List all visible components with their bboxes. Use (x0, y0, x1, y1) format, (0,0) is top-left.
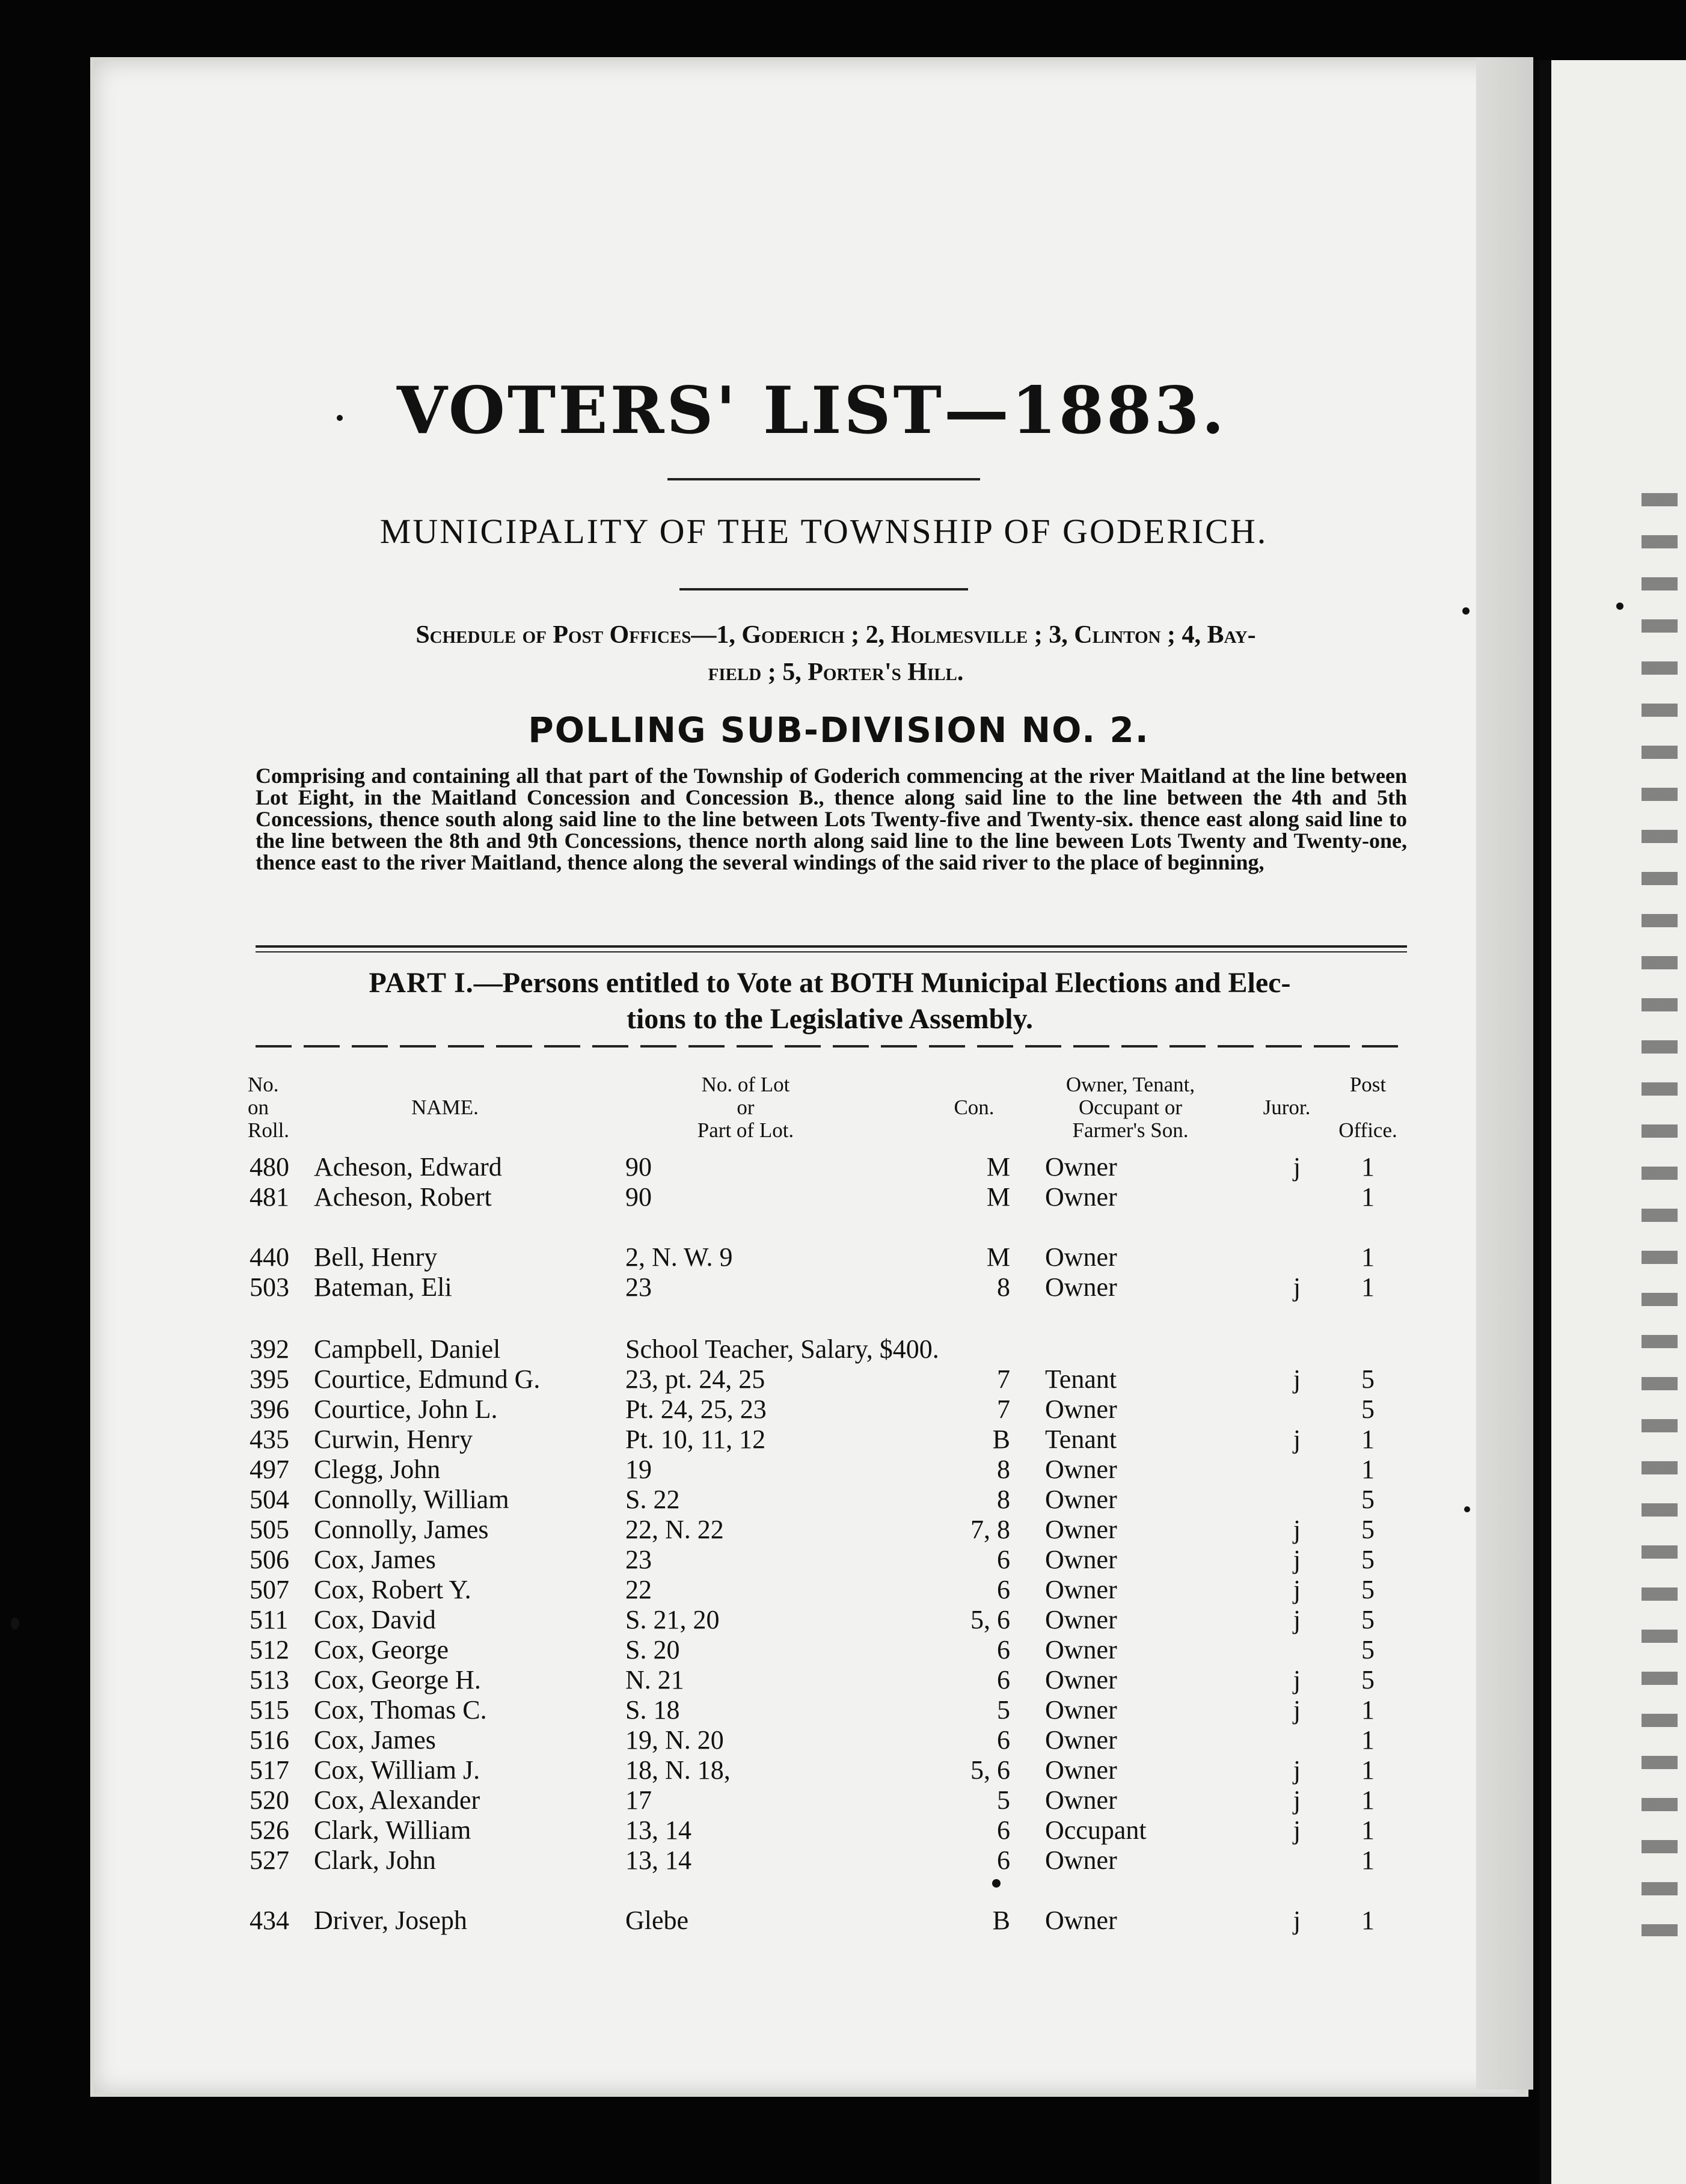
owner-status: Owner (1045, 1272, 1117, 1302)
roll-number: 435 (250, 1425, 289, 1454)
post-office: 1 (1361, 1785, 1375, 1815)
voter-name: Clark, John (314, 1845, 436, 1875)
post-office: 1 (1361, 1152, 1375, 1182)
concession: M (986, 1182, 1010, 1212)
lot-number: S. 20 (625, 1635, 680, 1664)
owner-status: Owner (1045, 1152, 1117, 1182)
lot-number: 17 (625, 1785, 652, 1815)
schedule-line-2: field ; 5, Porter's Hill. (708, 658, 964, 686)
roll-number: 507 (250, 1575, 289, 1604)
juror-mark: j (1293, 1515, 1301, 1544)
juror-mark: j (1293, 1425, 1301, 1454)
table-row (0, 1785, 1686, 1815)
post-office: 1 (1361, 1725, 1375, 1755)
voter-name: Cox, Thomas C. (314, 1695, 487, 1725)
juror-mark: j (1293, 1575, 1301, 1604)
concession: M (986, 1242, 1010, 1272)
column-header-post-office: Post Office. (1338, 1073, 1397, 1142)
part-heading-text: —Persons entitled to Vote at BOTH Municipal Elections and Elec- (473, 967, 1291, 999)
column-header-lot: No. of Lot or Part of Lot. (697, 1073, 794, 1142)
table-row (0, 1242, 1686, 1272)
lot-number: 19, N. 20 (625, 1725, 724, 1755)
lot-number: S. 21, 20 (625, 1605, 720, 1634)
post-office-schedule (253, 616, 1419, 691)
concession: 5 (997, 1785, 1010, 1815)
schedule-line-1: Schedule of Post Offices—1, Goderich ; 2, Holmesville ; 3, Clinton ; 4, Bay- (415, 621, 1256, 649)
voter-name: Cox, David (314, 1605, 436, 1634)
table-row (0, 1334, 1686, 1364)
post-office: 5 (1361, 1364, 1375, 1394)
section-rule-top (256, 945, 1407, 948)
lot-number: 23, pt. 24, 25 (625, 1364, 765, 1394)
owner-status: Owner (1045, 1515, 1117, 1544)
juror-mark: j (1293, 1665, 1301, 1695)
concession: B (992, 1425, 1010, 1454)
owner-status: Owner (1045, 1485, 1117, 1514)
concession: 6 (997, 1815, 1010, 1845)
page-title: VOTERS' LIST—1883. (396, 373, 1227, 449)
roll-number: 497 (250, 1455, 289, 1484)
concession: 8 (997, 1272, 1010, 1302)
owner-status: Owner (1045, 1785, 1117, 1815)
table-row (0, 1514, 1686, 1544)
juror-mark: j (1293, 1785, 1301, 1815)
table-row (0, 1364, 1686, 1394)
voter-name: Clark, William (314, 1815, 471, 1845)
subdivision-description: Comprising and containing all that part of the Township of Goderich commencing at the river Maitland at the line between Lot Eight, in the Maitland Concession and Concession B., thence along said line to the line between the 4th and 5th Concessions, thence south along said line to the line between Lots Twenty-five and Twenty-six. thence east along said line to the line between the 8th and 9th Concessions, thence north along said line to the line beween Lots Twenty and Twenty-one, thence east to the river Maitland, thence along the several windings of the said river to the place of beginning, (256, 764, 1407, 874)
post-office: 1 (1361, 1906, 1375, 1935)
column-header-name: NAME. (411, 1096, 479, 1119)
table-row (0, 1272, 1686, 1302)
post-office: 1 (1361, 1272, 1375, 1302)
post-office: 5 (1361, 1515, 1375, 1544)
table-row (0, 1695, 1686, 1725)
voter-name: Bell, Henry (314, 1242, 438, 1272)
concession: 7, 8 (970, 1515, 1010, 1544)
roll-number: 517 (250, 1755, 289, 1785)
roll-number: 527 (250, 1845, 289, 1875)
table-row (0, 1454, 1686, 1484)
owner-status: Owner (1045, 1725, 1117, 1755)
lot-number: 13, 14 (625, 1845, 691, 1875)
concession: 5, 6 (970, 1605, 1010, 1634)
juror-mark: j (1293, 1695, 1301, 1725)
post-office: 5 (1361, 1394, 1375, 1424)
post-office: 5 (1361, 1575, 1375, 1604)
table-row (0, 1544, 1686, 1574)
table-row (0, 1845, 1686, 1875)
lot-number: 90 (625, 1152, 652, 1182)
voter-name: Cox, Robert Y. (314, 1575, 471, 1604)
juror-mark: j (1293, 1364, 1301, 1394)
voter-name: Cox, James (314, 1545, 436, 1574)
table-row (0, 1664, 1686, 1695)
roll-number: 504 (250, 1485, 289, 1514)
part-label: PART I. (369, 967, 474, 999)
lot-number: 23 (625, 1272, 652, 1302)
owner-status: Owner (1045, 1906, 1117, 1935)
roll-number: 503 (250, 1272, 289, 1302)
concession: 6 (997, 1665, 1010, 1695)
owner-status: Owner (1045, 1695, 1117, 1725)
voter-name: Acheson, Edward (314, 1152, 502, 1182)
owner-status: Owner (1045, 1845, 1117, 1875)
owner-status: Occupant (1045, 1815, 1147, 1845)
lot-number: N. 21 (625, 1665, 684, 1695)
owner-status: Tenant (1045, 1364, 1117, 1394)
owner-status: Owner (1045, 1635, 1117, 1664)
title-divider (667, 478, 980, 480)
lot-number: 19 (625, 1455, 652, 1484)
roll-number: 513 (250, 1665, 289, 1695)
concession: 6 (997, 1635, 1010, 1664)
voter-name: Cox, William J. (314, 1755, 480, 1785)
post-office: 1 (1361, 1242, 1375, 1272)
owner-status: Owner (1045, 1394, 1117, 1424)
lot-number: Pt. 24, 25, 23 (625, 1394, 767, 1424)
lot-number: Glebe (625, 1906, 689, 1935)
voter-name: Curwin, Henry (314, 1425, 473, 1454)
table-row (0, 1815, 1686, 1845)
owner-status: Owner (1045, 1605, 1117, 1634)
column-header-owner: Owner, Tenant, Occupant or Farmer's Son. (1065, 1073, 1195, 1142)
table-row (0, 1725, 1686, 1755)
roll-number: 434 (250, 1906, 289, 1935)
ink-speck (992, 1879, 1001, 1888)
voter-name: Connolly, William (314, 1485, 509, 1514)
table-row (0, 1905, 1686, 1935)
lot-number: S. 22 (625, 1485, 680, 1514)
roll-number: 392 (250, 1334, 289, 1364)
municipality-divider (679, 588, 968, 590)
juror-mark: j (1293, 1755, 1301, 1785)
post-office: 1 (1361, 1455, 1375, 1484)
voter-name: Clegg, John (314, 1455, 441, 1484)
concession: 6 (997, 1545, 1010, 1574)
roll-number: 506 (250, 1545, 289, 1574)
owner-status: Owner (1045, 1242, 1117, 1272)
roll-number: 526 (250, 1815, 289, 1845)
lot-number: School Teacher, Salary, $400. (625, 1334, 939, 1364)
owner-status: Owner (1045, 1545, 1117, 1574)
voter-name: Cox, James (314, 1725, 436, 1755)
juror-mark: j (1293, 1815, 1301, 1845)
roll-number: 481 (250, 1182, 289, 1212)
table-row (0, 1424, 1686, 1454)
voter-name: Acheson, Robert (314, 1182, 492, 1212)
concession: 8 (997, 1455, 1010, 1484)
roll-number: 516 (250, 1725, 289, 1755)
part-heading (253, 965, 1407, 1037)
roll-number: 512 (250, 1635, 289, 1664)
roll-number: 515 (250, 1695, 289, 1725)
table-row (0, 1604, 1686, 1634)
juror-mark: j (1293, 1272, 1301, 1302)
owner-status: Owner (1045, 1575, 1117, 1604)
roll-number: 480 (250, 1152, 289, 1182)
post-office: 5 (1361, 1545, 1375, 1574)
lot-number: 22, N. 22 (625, 1515, 724, 1544)
voter-name: Bateman, Eli (314, 1272, 452, 1302)
lot-number: 90 (625, 1182, 652, 1212)
roll-number: 396 (250, 1394, 289, 1424)
table-row (0, 1152, 1686, 1182)
voter-name: Cox, Alexander (314, 1785, 480, 1815)
concession: B (992, 1906, 1010, 1935)
table-row (0, 1394, 1686, 1424)
column-header-con: Con. (954, 1096, 995, 1119)
lot-number: 18, N. 18, (625, 1755, 731, 1785)
owner-status: Owner (1045, 1182, 1117, 1212)
lot-number: S. 18 (625, 1695, 680, 1725)
post-office: 1 (1361, 1815, 1375, 1845)
concession: M (986, 1152, 1010, 1182)
table-row (0, 1574, 1686, 1604)
polling-subdivision-heading: POLLING SUB-DIVISION NO. 2. (528, 710, 1150, 750)
roll-number: 505 (250, 1515, 289, 1544)
table-header-rule (256, 1045, 1407, 1048)
concession: 5 (997, 1695, 1010, 1725)
roll-number: 395 (250, 1364, 289, 1394)
ink-speck (1462, 607, 1470, 615)
voter-name: Driver, Joseph (314, 1906, 467, 1935)
section-rule-bottom (256, 951, 1407, 952)
roll-number: 511 (250, 1605, 289, 1634)
concession: 8 (997, 1485, 1010, 1514)
post-office: 1 (1361, 1695, 1375, 1725)
juror-mark: j (1293, 1605, 1301, 1634)
post-office: 1 (1361, 1845, 1375, 1875)
concession: 6 (997, 1845, 1010, 1875)
post-office: 5 (1361, 1485, 1375, 1514)
table-row (0, 1182, 1686, 1212)
lot-number: 22 (625, 1575, 652, 1604)
concession: 5, 6 (970, 1755, 1010, 1785)
table-row (0, 1484, 1686, 1514)
concession: 6 (997, 1725, 1010, 1755)
post-office: 5 (1361, 1605, 1375, 1634)
post-office: 5 (1361, 1635, 1375, 1664)
lot-number: Pt. 10, 11, 12 (625, 1425, 766, 1454)
part-heading-line-2: tions to the Legislative Assembly. (626, 1003, 1033, 1035)
ink-speck (1616, 603, 1623, 610)
concession: 7 (997, 1394, 1010, 1424)
voter-name: Campbell, Daniel (314, 1334, 501, 1364)
table-row (0, 1755, 1686, 1785)
table-row (0, 1634, 1686, 1664)
part-heading-line-1 (253, 965, 1407, 1001)
column-header-juror: Juror. (1263, 1096, 1311, 1119)
owner-status: Tenant (1045, 1425, 1117, 1454)
post-office: 5 (1361, 1665, 1375, 1695)
owner-status: Owner (1045, 1455, 1117, 1484)
voter-name: Courtice, John L. (314, 1394, 498, 1424)
municipality-heading: MUNICIPALITY OF THE TOWNSHIP OF GODERICH. (379, 512, 1268, 551)
post-office: 1 (1361, 1182, 1375, 1212)
voter-name: Connolly, James (314, 1515, 489, 1544)
voter-name: Courtice, Edmund G. (314, 1364, 541, 1394)
owner-status: Owner (1045, 1665, 1117, 1695)
column-header-no: No. on Roll. (248, 1073, 290, 1142)
concession: 6 (997, 1575, 1010, 1604)
lot-number: 23 (625, 1545, 652, 1574)
lot-number: 13, 14 (625, 1815, 691, 1845)
post-office: 1 (1361, 1755, 1375, 1785)
voter-name: Cox, George H. (314, 1665, 481, 1695)
juror-mark: j (1293, 1906, 1301, 1935)
roll-number: 440 (250, 1242, 289, 1272)
post-office: 1 (1361, 1425, 1375, 1454)
roll-number: 520 (250, 1785, 289, 1815)
juror-mark: j (1293, 1545, 1301, 1574)
juror-mark: j (1293, 1152, 1301, 1182)
voter-name: Cox, George (314, 1635, 449, 1664)
concession: 7 (997, 1364, 1010, 1394)
lot-number: 2, N. W. 9 (625, 1242, 733, 1272)
owner-status: Owner (1045, 1755, 1117, 1785)
